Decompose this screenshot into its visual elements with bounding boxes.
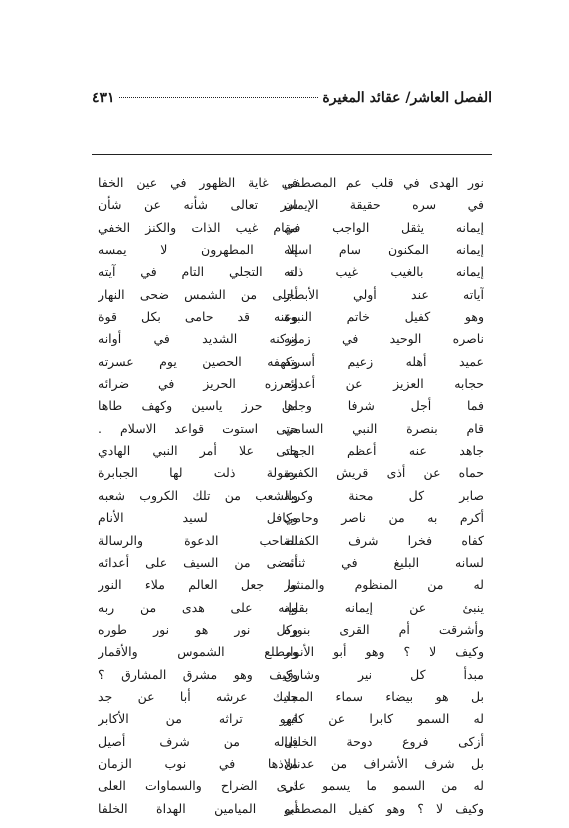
verse-line: أزكى فروع دوحة الخليل xyxy=(284,733,484,749)
verse-line: وحرزه الحريز في ضرائه xyxy=(98,376,298,392)
verse-line: والشعب من تلك الكروب شعبه xyxy=(98,487,298,503)
verse-line: وكهفه الحصين يوم عسرته xyxy=(98,353,298,369)
verse-line: وأشرقت أم القرى بنوره xyxy=(284,621,484,637)
verse-line: أكرم به من ناصر وحامي xyxy=(284,510,484,526)
verse-line: ناصره الوحيد في زمانه xyxy=(284,331,484,347)
verse-line: لصاحب الدعوة والرسالة xyxy=(98,532,298,548)
verse-line: وكيف وهو مشرق المشارق ؟ xyxy=(98,666,298,682)
verse-line: حماه عن أذى قريش الكفرة xyxy=(284,465,484,481)
verse-line: نور الهدى في قلب عم المصطفى xyxy=(284,175,484,190)
verse-line: وكيف لا ؟ وهو كفيل المصطفى xyxy=(284,800,484,816)
leader-dots xyxy=(119,97,319,98)
verse-line: كفاه فخرا شرف الكفالة xyxy=(284,532,484,548)
verse-line: حتى علا أمر النبي الهادي xyxy=(98,443,298,459)
verse-line: وإنه على هدى من ربه xyxy=(98,599,298,615)
verse-line: حجابه العزيز عن أعدائه xyxy=(284,376,484,392)
verse-line: أبو الميامين الهداة الخلفا xyxy=(98,800,298,816)
verse-line: وعنه قد حامى بكل قوة xyxy=(98,309,298,325)
verse-line: أمضى من السيف على أعدائه xyxy=(98,554,298,570)
verse-line: عميد أهله زعيم أسرته xyxy=(284,353,484,369)
verse-line: في سره حقيقة الإيمان xyxy=(284,197,484,213)
verse-column-left xyxy=(98,172,298,820)
header-rule xyxy=(92,154,492,155)
verse-line: مليك عرشه أبا عن جد xyxy=(98,688,298,704)
verse-line: من حرز ياسين وكهف طاها xyxy=(98,398,298,414)
verse-line: آياته عند أولي الأبصار xyxy=(284,286,484,302)
verse-line: سر تعالى شأنه عن شأن xyxy=(98,197,298,213)
verse-line: لسانه البليغ في ثنائه xyxy=(284,554,484,570)
verse-line: ملاذها في نوب الزمان xyxy=(98,755,298,771)
verse-line: إيمانه المكنون سام اسمه xyxy=(284,242,484,258)
verse-line: له السمو كابرا عن كابر xyxy=(284,711,484,727)
verse-line: إلا المطهرون لا يمسه xyxy=(98,242,298,258)
verse-line: قام بنصرة النبي السامي xyxy=(284,420,484,436)
verse-line: وكافل لسيد الأنام xyxy=(98,510,298,526)
verse-line: فياله من شرف أصيل xyxy=(98,733,298,749)
verse-line: إيمانه يثقل الواجب في xyxy=(284,219,484,235)
verse-line: وهو كفيل خاتم النبوة xyxy=(284,309,484,325)
verse-line: وكل نور هو نور طوره xyxy=(98,621,298,637)
verse-line: مبدأ كل نير وشارق xyxy=(284,666,484,682)
verse-line: جاهد عنه أعظم الجهاد xyxy=(284,443,484,459)
verse-line: صابر كل محنة وكربة xyxy=(284,487,484,503)
chapter-title: الفصل العاشر/ عقائد المغيرة xyxy=(322,90,492,106)
verse-line: في غاية الظهور في عين الخفا xyxy=(98,175,298,190)
verse-line: بصولة ذلت لها الجبابرة xyxy=(98,465,298,481)
verse-line: له التجلي التام في آيته xyxy=(98,264,298,280)
verse-line: فما أجل شرفا وجاها xyxy=(284,398,484,414)
verse-line: ذرى الضراح والسماوات العلى xyxy=(98,778,298,794)
verse-line: إيمانه بالغيب غيب ذاته xyxy=(284,264,484,280)
verse-line: له من السمو ما يسمو على xyxy=(284,778,484,794)
verse-column-right xyxy=(284,172,484,820)
verse-line: وركنه الشديد في أوانه xyxy=(98,331,298,347)
verse-line: بل شرف الأشراف من عدنان xyxy=(284,755,484,771)
verse-line: أجلى من الشمس ضحى النهار xyxy=(98,286,298,302)
verse-line: فهو تراثه من الأكابر xyxy=(98,711,298,727)
verse-line: ينبئ عن إيمانه بقلبه xyxy=(284,599,484,615)
verse-line: له من المنظوم والمنثور xyxy=(284,577,484,593)
verse-line: حتى استوت قواعد الاسلام . xyxy=(98,420,298,436)
verse-line: مقام غيب الذات والكنز الخفي xyxy=(98,219,298,235)
verse-line: ما جعل العالم ملاء النور xyxy=(98,577,298,593)
verse-line: ومطلع الشموس والأقمار xyxy=(98,644,298,660)
verse-line: بل هو بيضاء سماء المجد xyxy=(284,688,484,704)
verse-line: وكيف لا ؟ وهو أبو الأنوار xyxy=(284,644,484,660)
page-number: ٤٣١ xyxy=(92,90,115,106)
running-header xyxy=(92,90,492,114)
